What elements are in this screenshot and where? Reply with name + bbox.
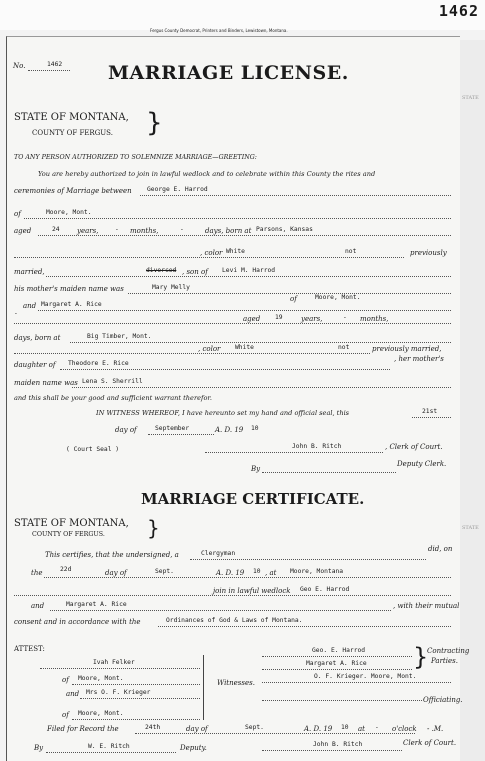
warrant-line: and this shall be your good and sufficient warrant therefor. [14,394,212,402]
certificate-title: MARRIAGE CERTIFICATE. [141,490,365,508]
bride-color: White [235,344,254,351]
groom-birthplace: Parsons, Kansas [256,226,313,233]
certificate-bride: Margaret A. Rice [66,601,127,608]
bride-age: 19 [275,314,283,321]
license-no-label: No. [13,62,26,70]
officiant-name: O. F. Krieger. Moore, Mont. [314,673,417,680]
filed-day: 24th [145,724,161,731]
witness1-name: Ivah Felker [93,659,135,666]
attest-label: ATTEST: [14,645,45,653]
court-seal: ( Court Seal ) [66,446,120,453]
filed-clerk-name: John B. Ritch [313,741,363,748]
filed-month: Sept. [245,724,264,731]
scan-top-edge [0,0,485,30]
filed-deputy-name: W. E. Ritch [88,743,130,750]
adjacent-page-edge: STATE STATE [458,40,485,761]
party1-name: Geo. E. Harrod [312,647,366,654]
party2-name: Margaret A. Rice [306,660,367,667]
certificate-groom: Geo E. Harrod [300,586,350,593]
ceremony-day: 22d [60,566,72,573]
bride-name: Margaret A. Rice [41,301,102,308]
ceremony-place: Moore, Montana [290,568,344,575]
officiant-title: Clergyman [201,550,236,557]
license-clerk-name: John B. Ritch [292,443,342,450]
witness-month: September [155,425,190,432]
groom-age: 24 [52,226,60,233]
license-county: COUNTY OF FERGUS. [32,129,113,137]
groom-divorced: divorced [146,267,177,274]
witnesses-label: Witnesses. [217,679,255,687]
license-page: 1462 Fergus County Democrat, Printers and Binders, Lewistown, Montana. STATE STATE No. 1462 MARRIAGE LICENSE. STATE OF MONTANA, COUNTY OF FERGUS. } TO ANY PERSON AUTHORIZED TO SOLEMNIZE MARRIAGE—GREETING: You are hereby authorized to join in lawful wedlock and to celebrate within this County the rites and ceremonies of Marriage between George E. Harrod of Moore, Mont. aged 24 years, - months, - days, born at Parsons, Kansas , color White not previously married, divorced , son of Levi M. Harrod his mother's maiden name was Mary Melly and Margaret A. Rice of Moore, Mont. - aged 19 years, - months, days, born at Big Timber, Mont. , color White not previously married, daughter of Theodore E. Rice , her mother's maiden name was Lena S. Sherrill and this shall be your good and sufficient warrant therefor. IN WITNESS WHEREOF, I have hereunto set my hand and official seal, this 21st day of September A. D. 19 10 ( Court Seal ) John B. Ritch , Clerk of Court. By Deputy Clerk. MARRIAGE CERTIFICATE. STATE OF MONTANA, COUNTY OF FERGUS. } This certifies, that the undersigned, a Clergyman did, on the 22d day of Sept. A. D. 19 10 , at Moore, Montana join in lawful wedlock Geo E. Harrod and Margaret A. Rice , with their mutual consent and in accordance with the Ordinances of God & Laws of Montana. ATTEST: Ivah Felker of Moore, Mont. and Mrs O. F. Krieger of Moore, Mont. Witnesses. Geo. E. Harrod Margaret A. Rice } Contracting Parties. O. F. Krieger. Moore, Mont. Officiating. Filed for Record the 24th day of Sept. A. D. 19 10 at - o'clock - .M. By W. E. Ritch Deputy. John B. Ritch Clerk of Court. [0,0,485,761]
bride-birthplace: Big Timber, Mont. [87,333,152,340]
witness2-place: Moore, Mont. [78,710,124,717]
certificate-county: COUNTY OF FERGUS. [32,531,105,538]
license-state: STATE OF MONTANA, [14,112,129,123]
license-number: 1462 [47,61,63,68]
license-title: MARRIAGE LICENSE. [108,62,349,84]
ceremony-month: Sept. [155,568,174,575]
page-number: 1462 [438,2,479,20]
license-line1: You are hereby authorized to join in lawful wedlock and to celebrate within this County the rites and [38,170,376,178]
certificate-law: Ordinances of God & Laws of Montana. [166,617,303,624]
license-greeting: TO ANY PERSON AUTHORIZED TO SOLEMNIZE MARRIAGE—GREETING: [14,154,257,161]
groom-mother: Mary Melly [152,284,190,291]
witness2-name: Mrs O. F. Krieger [86,689,151,696]
bride-father: Theodore E. Rice [68,360,129,367]
certificate-state: STATE OF MONTANA, [14,518,129,529]
groom-residence: Moore, Mont. [46,209,92,216]
witness-line: IN WITNESS WHEREOF, I have hereunto set my hand and official seal, this [96,409,350,417]
groom-father: Levi M. Harrod [222,267,276,274]
printer-credit: Fergus County Democrat, Printers and Binders, Lewistown, Montana. [150,28,288,33]
bride-mother: Lena S. Sherrill [82,378,143,385]
witness1-place: Moore, Mont. [78,675,124,682]
groom-name: George E. Harrod [147,186,208,193]
bride-residence: Moore, Mont. [315,294,361,301]
groom-color: White [226,248,245,255]
